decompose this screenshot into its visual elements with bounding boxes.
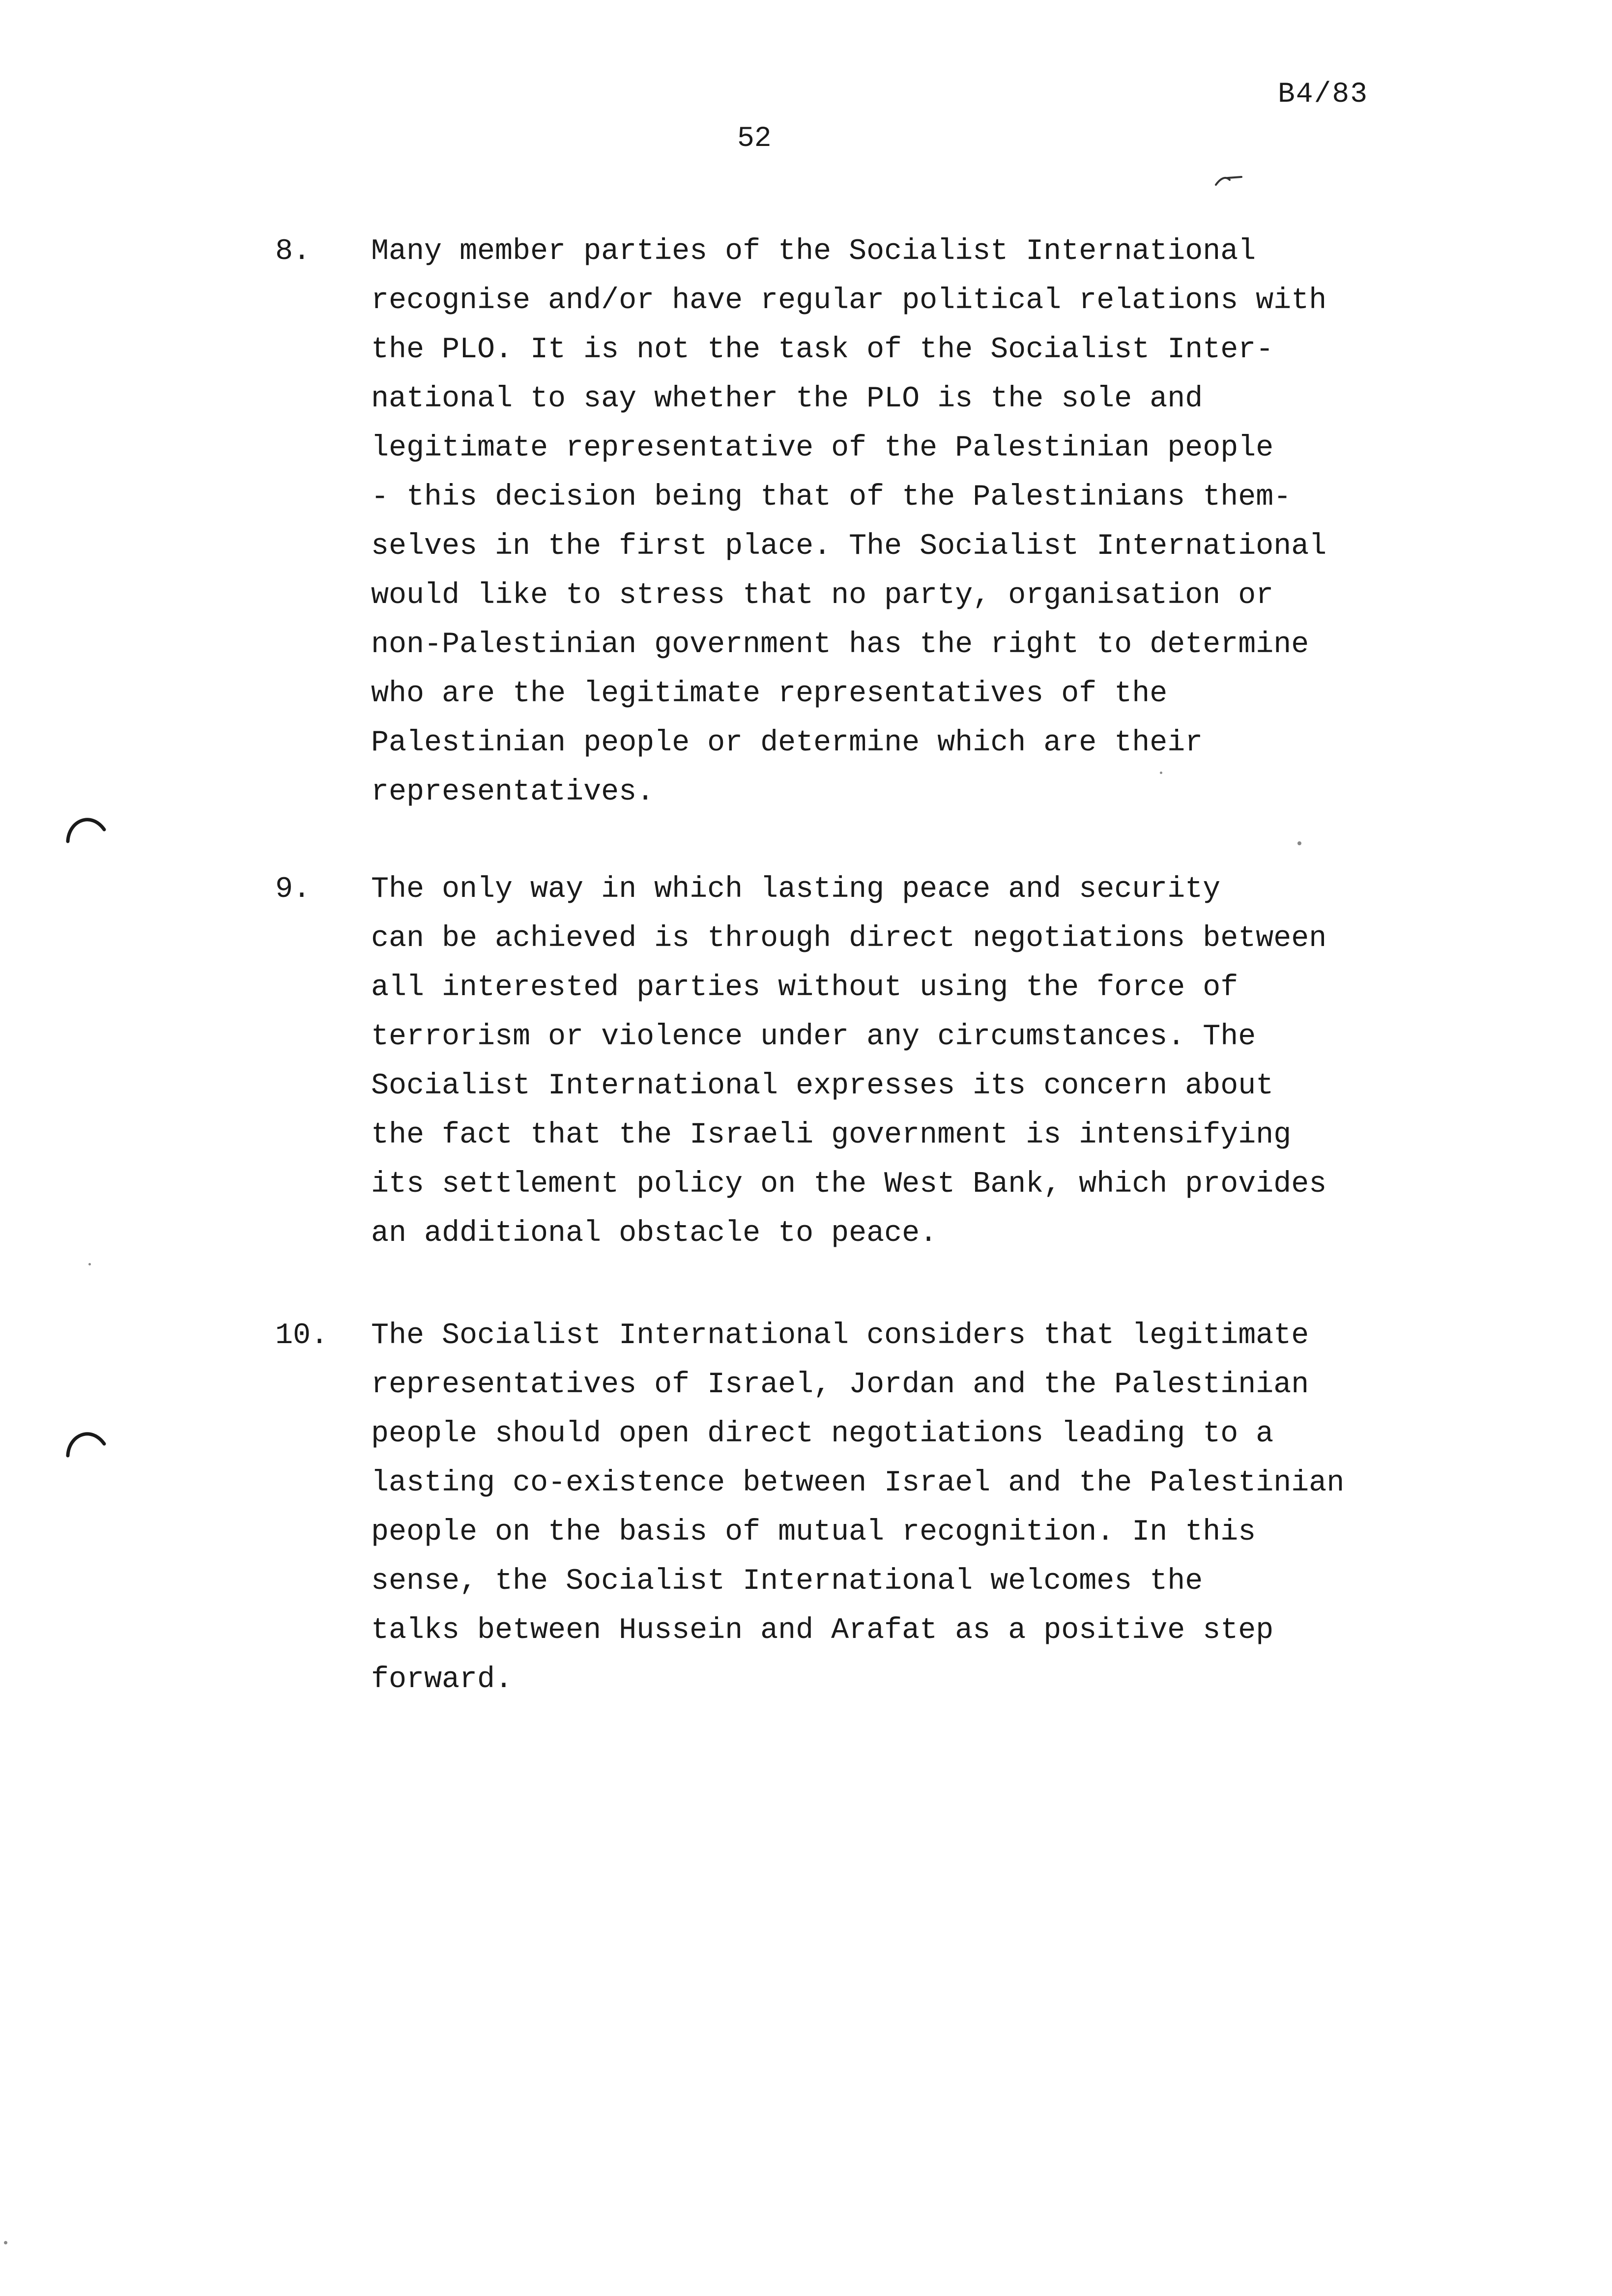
scan-speck	[1297, 841, 1301, 845]
paragraph-text: The Socialist International considers that legitimate representatives of Israel, Jordan and the Palestinian people should open direct negotiations leading to a lasting co-existence between Israel and the Palestinian people on the basis of mutual recognition. In this sense, the Socialist International welcomes the talks between Hussein and Arafat as a positive step forward.	[371, 1319, 1345, 1696]
scan-speck	[1160, 772, 1162, 774]
page-number: 52	[737, 123, 772, 155]
paragraph-text: The only way in which lasting peace and security can be achieved is through direct negotiations between all interested parties without using the force of terrorism or violence under any circumstances. The Socialist International expresses its concern about the fact that the Israeli government is intensifying its settlement policy on the West Bank, which provides an additional obstacle to peace.	[371, 873, 1327, 1250]
document-reference-code: B4/83	[1278, 79, 1369, 111]
punch-hole-icon	[64, 811, 108, 845]
pen-mark-icon	[1214, 173, 1243, 188]
paragraph-number: 9.	[275, 873, 311, 906]
paragraph-text: Many member parties of the Socialist International recognise and/or have regular political relations with the PLO. It is not the task of the Socialist Inter- national to say whether the PLO is the sole and legitimate representative of the Palestinian people - this decision being that of the Palestinians them- selves in the first place. The Socialist International would like to stress that no party, organisation or non-Palestinian government has the right to determine who are the legitimate representatives of the Palestinian people or determine which are their representatives.	[371, 235, 1327, 809]
scan-speck	[4, 2241, 7, 2244]
paragraph-number: 10.	[275, 1319, 329, 1352]
paragraph-number: 8.	[275, 235, 311, 268]
punch-hole-icon	[64, 1425, 108, 1460]
scan-speck	[88, 1263, 91, 1265]
